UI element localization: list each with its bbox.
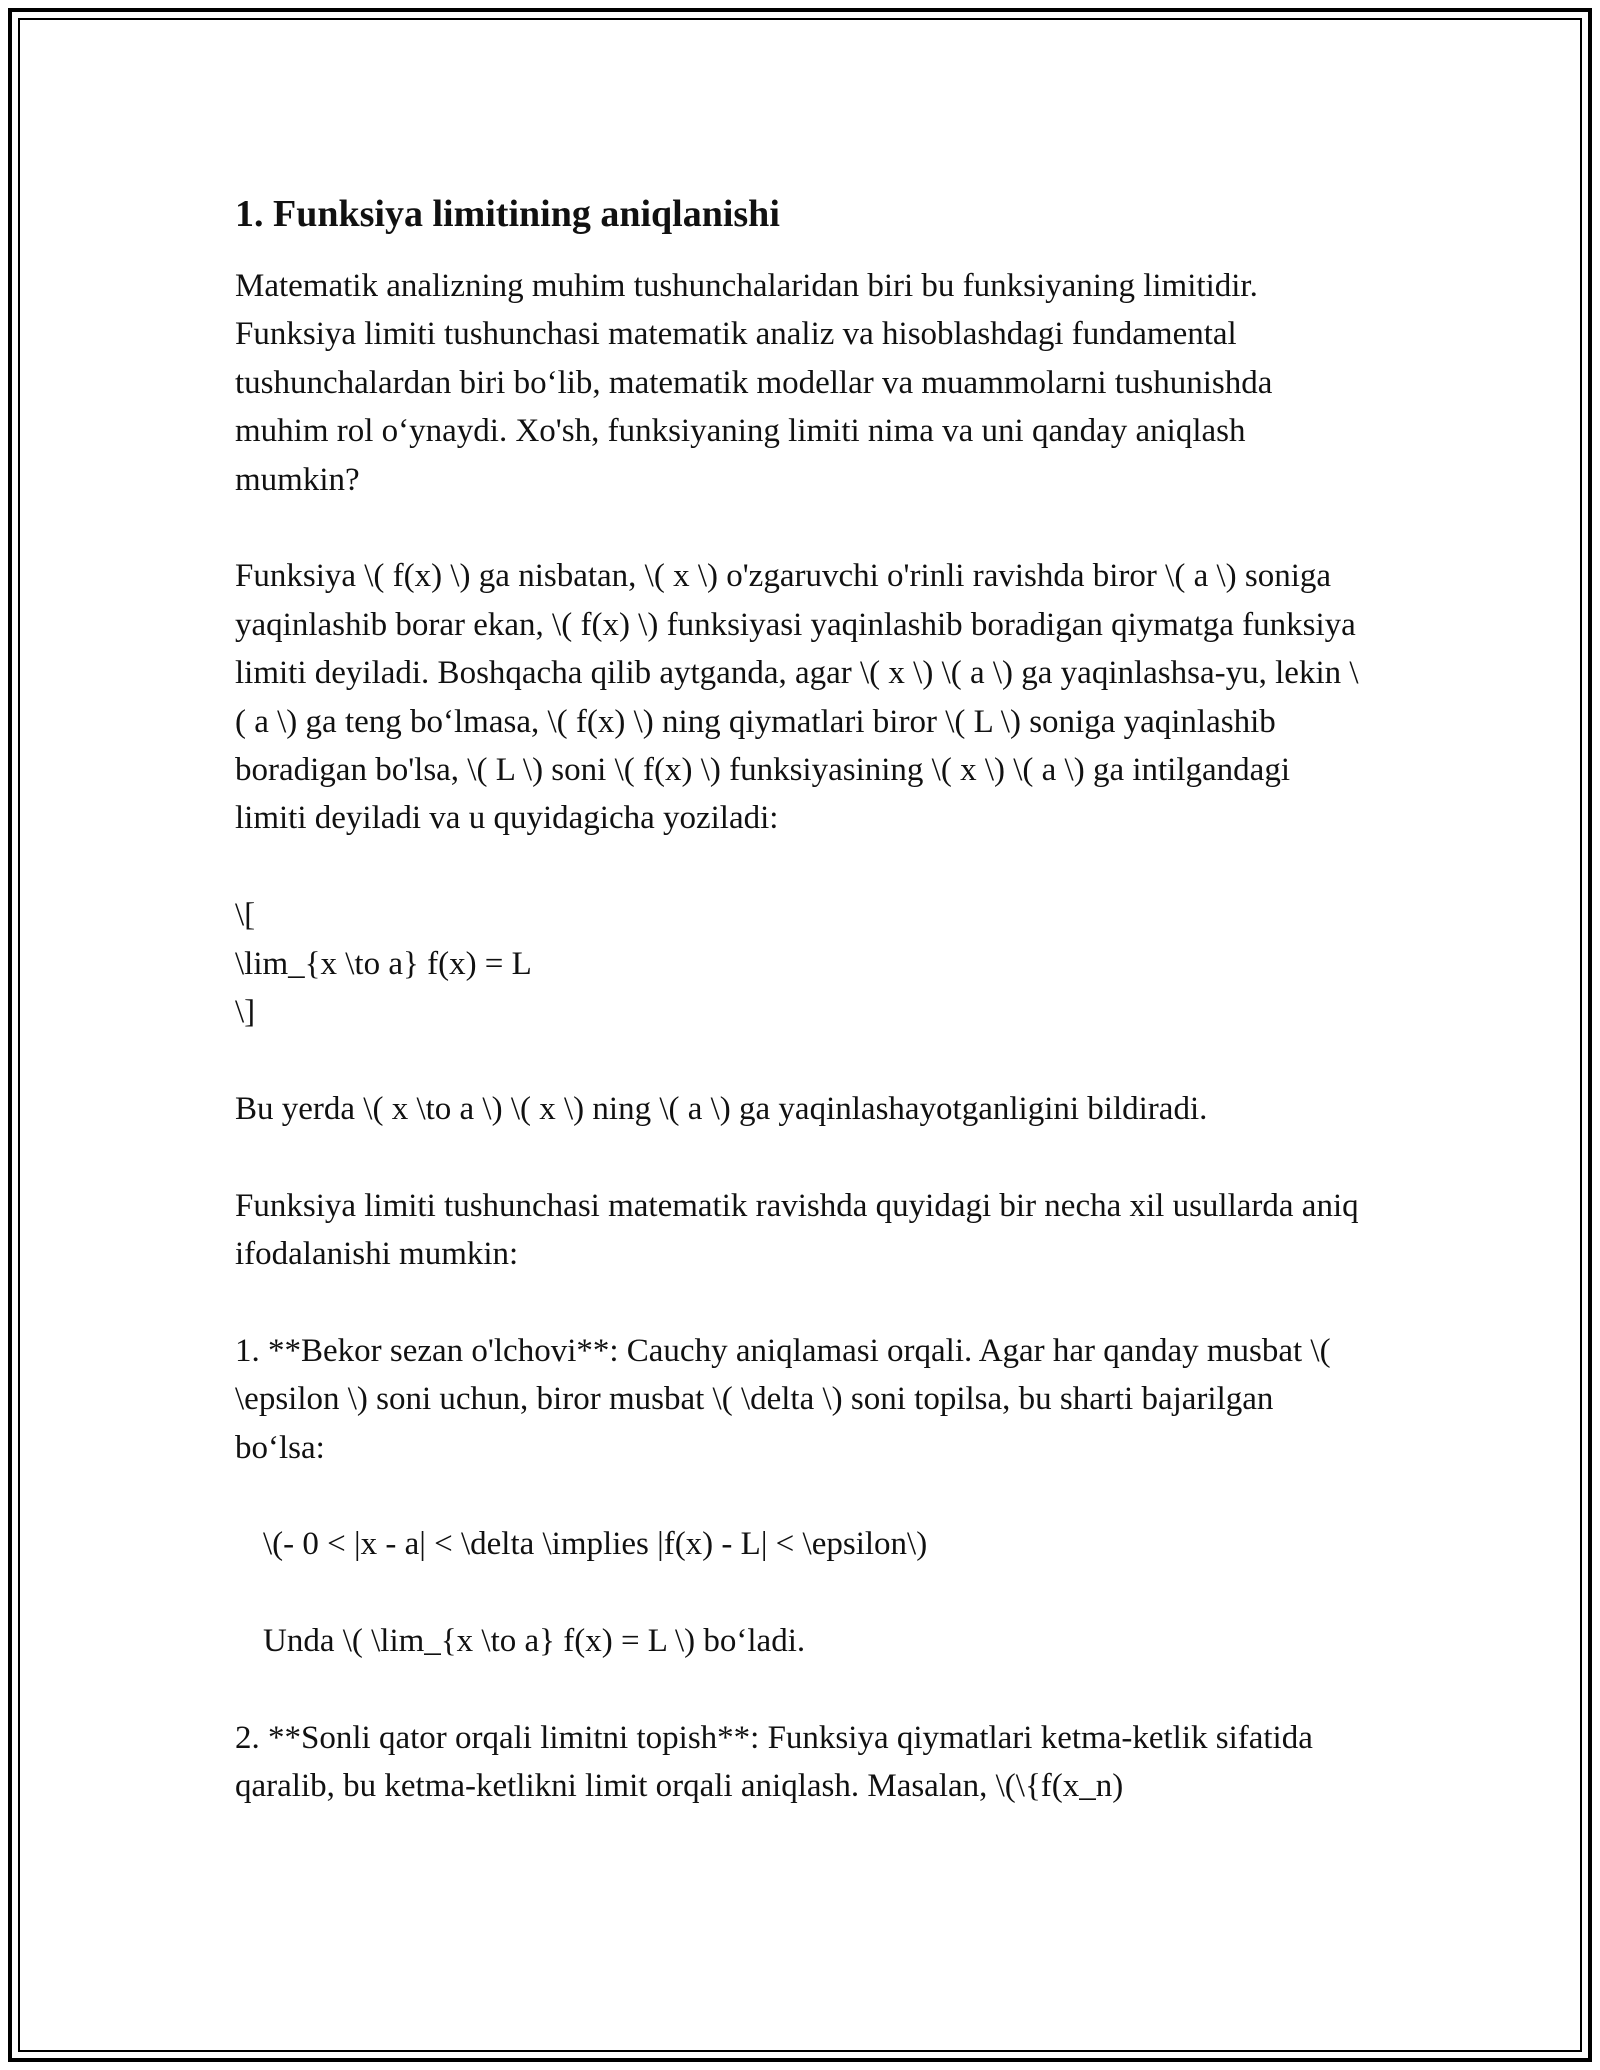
paragraph-intro: Matematik analizning muhim tushunchalaridan biri bu funksiyaning limitidir. Funksiya limiti tushunchasi matematik analiz va hisoblashdagi fundamental tushunchalardan biri bo‘lib, matematik modellar va muammolarni tushunishda muhim rol o‘ynaydi. Xo'sh, funksiyaning limiti nima va uni qanday aniqlash mumkin?: [235, 268, 1273, 498]
list-item-sequence: 2. **Sonli qator orqali limitni topish**: Funksiya qiymatlari ketma-ketlik sifatida qaralib, bu ketma-ketlikni limit orqali aniqlash. Masalan, \(\{f(x_n): [235, 1720, 1313, 1805]
cauchy-conclusion: Unda \( \lim_{x \to a} f(x) = L \) bo‘ladi.: [263, 1623, 806, 1660]
document-body: [235, 186, 1365, 1859]
list-item-cauchy: 1. **Bekor sezan o'lchovi**: Cauchy aniqlamasi orqali. Agar har qanday musbat \( \epsilon \) soni uchun, biror musbat \( \delta \) soni topilsa, bu sharti bajarilgan bo‘lsa:: [235, 1332, 1331, 1466]
formula-close-delimiter: \]: [235, 994, 256, 1031]
cauchy-condition: \(- 0 < |x - a| < \delta \implies |f(x) - L| < \epsilon\): [263, 1526, 928, 1563]
formula-open-delimiter: \[: [235, 897, 256, 934]
paragraph-methods-intro: Funksiya limiti tushunchasi matematik ravishda quyidagi bir necha xil usullarda aniq ifodalanishi mumkin:: [235, 1187, 1359, 1273]
display-formula: [235, 891, 1365, 1036]
paragraph-notation: Bu yerda \( x \to a \) \( x \) ning \( a \) ga yaqinlashayotganligini bildiradi.: [235, 1090, 1208, 1127]
paragraph-definition: Funksiya \( f(x) \) ga nisbatan, \( x \) o'zgaruvchi o'rinli ravishda biror \( a \) soniga yaqinlashib borar ekan, \( f(x) \) funksiyasi yaqinlashib boradigan qiymatga funksiya limiti deyiladi. Boshqacha qilib aytganda, agar \( x \) \( a \) ga yaqinlashsa-yu, lekin \( a \) ga teng bo‘lmasa, \( f(x) \) ning qiymatlari biror \( L \) soniga yaqinlashib boradigan bo'lsa, \( L \) soni \( f(x) \) funksiyasining \( x \) \( a \) ga intilgandagi limiti deyiladi va u quyidagicha yoziladi:: [235, 558, 1359, 837]
formula-expression: \lim_{x \to a} f(x) = L: [235, 945, 532, 982]
section-heading: 1. Funksiya limitining aniqlanishi: [235, 193, 780, 235]
